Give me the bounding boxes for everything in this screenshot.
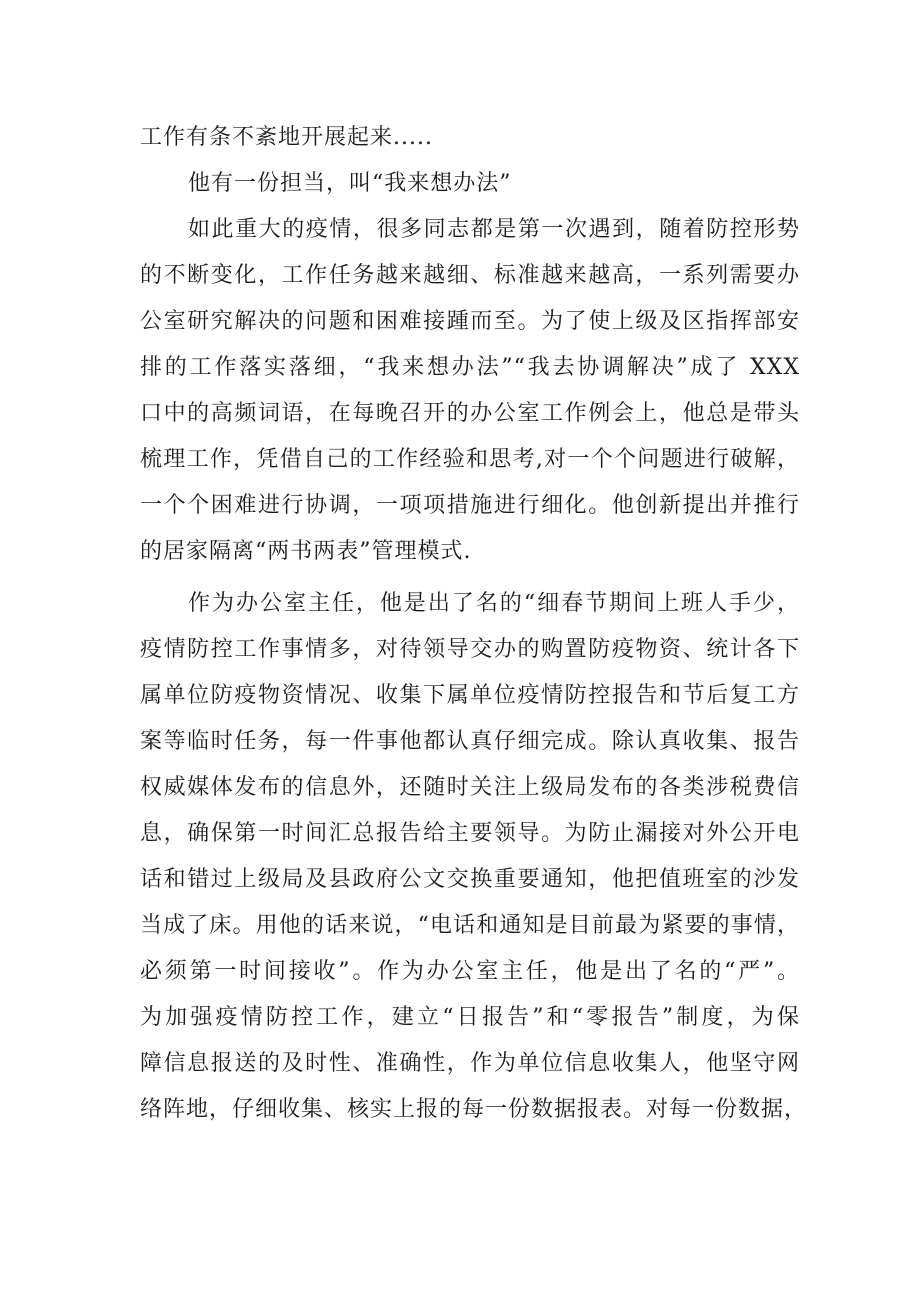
text-line: 疫情防控工作事情多，对待领导交办的购置防疫物资、统计各下 [140, 637, 800, 662]
text-line: 为加强疫情防控工作，建立“日报告”和“零报告”制度，为保 [140, 1005, 800, 1030]
text-line: 络阵地，仔细收集、核实上报的每一份数据报表。对每一份数据， [140, 1097, 808, 1122]
text-line: 工作有条不紊地开展起来..... [140, 125, 433, 150]
text-line: 公室研究解决的问题和困难接踵而至。为了使上级及区指挥部安 [140, 309, 800, 334]
text-line: 如此重大的疫情，很多同志都是第一次遇到，随着防控形势 [188, 217, 800, 242]
text-line: 案等临时任务，每一件事他都认真仔细完成。除认真收集、报告 [140, 729, 800, 754]
text-line: 必须第一时间接收”。作为办公室主任，他是出了名的“严”。 [140, 959, 800, 984]
text-line: 障信息报送的及时性、准确性，作为单位信息收集人，他坚守网 [140, 1051, 800, 1076]
section-heading: 他有一份担当，叫“我来想办法” [188, 171, 512, 196]
text-line: 属单位防疫物资情况、收集下属单位疫情防控报告和节后复工方 [140, 683, 800, 708]
text-line: 口中的高频词语，在每晚召开的办公室工作例会上，他总是带头 [140, 401, 800, 426]
text-line: 排的工作落实落细，“我来想办法”“我去协调解决”成了 XXX [140, 355, 800, 380]
text-line: 梳理工作，凭借自己的工作经验和思考,对一个个问题进行破解， [140, 447, 800, 472]
text-line: 一个个困难进行协调，一项项措施进行细化。他创新提出并推行 [140, 493, 800, 518]
text-line: 作为办公室主任，他是出了名的“细春节期间上班人手少， [188, 591, 800, 616]
text-line: 权威媒体发布的信息外，还随时关注上级局发布的各类涉税费信 [140, 775, 800, 800]
text-line: 的居家隔离“两书两表”管理模式. [140, 539, 472, 564]
text-line: 息，确保第一时间汇总报告给主要领导。为防止漏接对外公开电 [140, 821, 800, 846]
text-line: 当成了床。用他的话来说，“电话和通知是目前最为紧要的事情， [140, 913, 800, 938]
text-line: 话和错过上级局及县政府公文交换重要通知，他把值班室的沙发 [140, 867, 800, 892]
text-line: 的不断变化，工作任务越来越细、标准越来越高，一系列需要办 [140, 263, 800, 288]
